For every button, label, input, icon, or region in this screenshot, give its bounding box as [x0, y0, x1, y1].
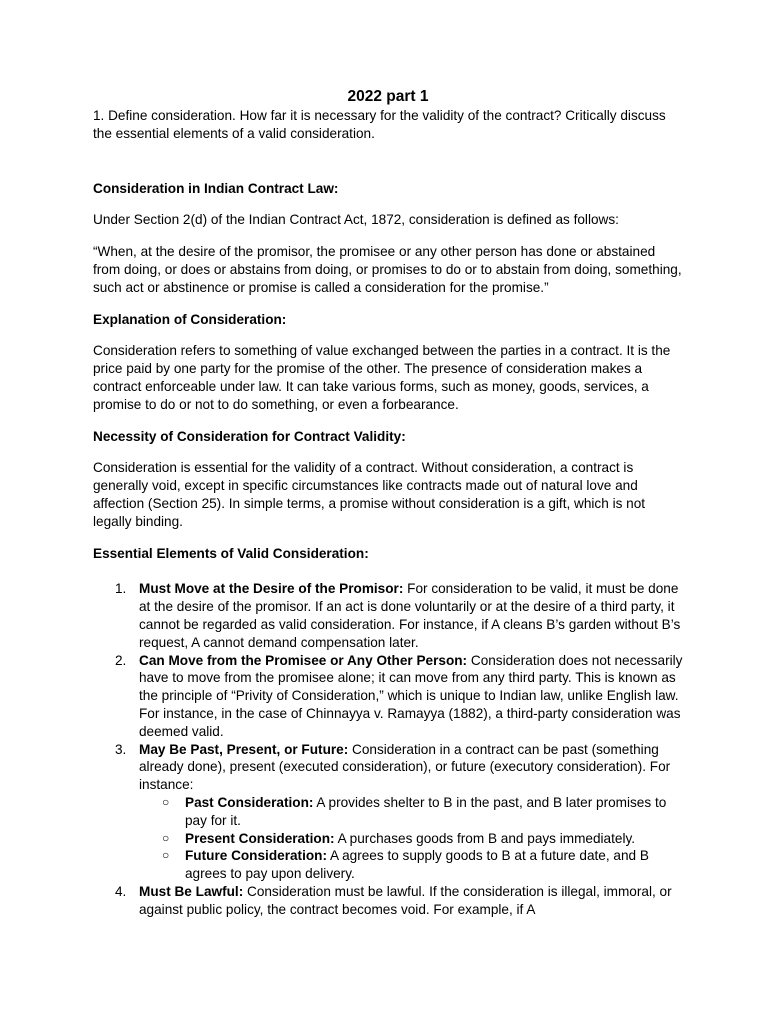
definition-quote: “When, at the desire of the promisor, the promisee or any other person has done or abstained from doing, or does or abstains from doing, or promises to do or to abstain from doing, something, such act or abstinence or promise is called a consideration for the promise.” [93, 244, 682, 295]
sub-list [139, 794, 683, 883]
sub-item-label: Present Consideration: [185, 830, 335, 846]
circle-bullet-icon: ○ [162, 794, 170, 809]
sub-item-text: A provides shelter to B in the past, and B later promises to pay for it. [185, 794, 667, 828]
list-item-text: Consideration must be lawful. If the consideration is illegal, immoral, or against public policy, the contract becomes void. For example, if A [139, 883, 672, 917]
list-number: 4. [115, 883, 127, 899]
sub-item-text: A agrees to supply goods to B at a future date, and B agrees to pay upon delivery. [185, 848, 649, 882]
sub-list-item [139, 847, 683, 883]
sub-item-label: Future Consideration: [185, 848, 327, 864]
list-item-label: Must Be Lawful: [139, 883, 244, 899]
sub-list-item [139, 794, 683, 830]
section-heading: Consideration in Indian Contract Law: [93, 180, 339, 196]
sub-list-item [139, 830, 683, 848]
list-item-text: For consideration to be valid, it must be done at the desire of the promisor. If an act is done voluntarily or at the desire of a third party, it cannot be regarded as valid consideration. For instance, if A cleans B’s garden without B’s request, A cannot demand compensation later. [139, 581, 681, 650]
list-number: 1. [115, 581, 127, 597]
list-item-label: Can Move from the Promisee or Any Other Person: [139, 652, 468, 668]
sub-item-text: A purchases goods from B and pays immediately. [334, 830, 636, 846]
sub-item-label: Past Consideration: [185, 794, 314, 810]
list-item-label: May Be Past, Present, or Future: [139, 741, 349, 757]
list-item-label: Must Move at the Desire of the Promisor: [139, 581, 404, 597]
document-title: 2022 part 1 [347, 88, 429, 105]
paragraph: Consideration refers to something of value exchanged between the parties in a contract. It is the price paid by one party for the promise of the other. The presence of consideration makes a contract enforceable under law. It can take various forms, such as money, goods, services, a promise to do or not to do something, or even a forbearance. [93, 343, 671, 412]
list-item [93, 741, 683, 883]
document-page [93, 87, 683, 918]
section-heading: Necessity of Consideration for Contract Validity: [93, 428, 406, 444]
list-item [93, 652, 683, 741]
list-number: 2. [115, 652, 127, 668]
paragraph: Under Section 2(d) of the Indian Contract Act, 1872, consideration is defined as follows: [93, 212, 619, 228]
section-heading: Explanation of Consideration: [93, 311, 287, 327]
circle-bullet-icon: ○ [162, 848, 170, 863]
list-number: 3. [115, 741, 127, 757]
section-heading: Essential Elements of Valid Consideration: [93, 545, 369, 561]
circle-bullet-icon: ○ [162, 830, 170, 845]
question-text: 1. Define consideration. How far it is necessary for the validity of the contract? Critically discuss the essential elements of a valid consideration. [93, 108, 666, 141]
list-item-text: Consideration in a contract can be past (something already done), present (executed consideration), or future (executory consideration). For instance: [139, 741, 671, 793]
paragraph: Consideration is essential for the validity of a contract. Without consideration, a contract is generally void, except in specific circumstances like contracts made out of natural love and affection (Section 25). In simple terms, a promise without consideration is a gift, which is not legally binding. [93, 460, 646, 529]
list-item [93, 580, 683, 651]
list-item [93, 883, 683, 919]
list-item-text: Consideration does not necessarily have to move from the promisee alone; it can move from any third party. This is known as the principle of “Privity of Consideration,” which is unique to Indian law, unlike English law. For instance, in the case of Chinnayya v. Ramayya (1882), a third-party consideration was deemed valid. [139, 652, 683, 739]
elements-list [93, 580, 683, 918]
